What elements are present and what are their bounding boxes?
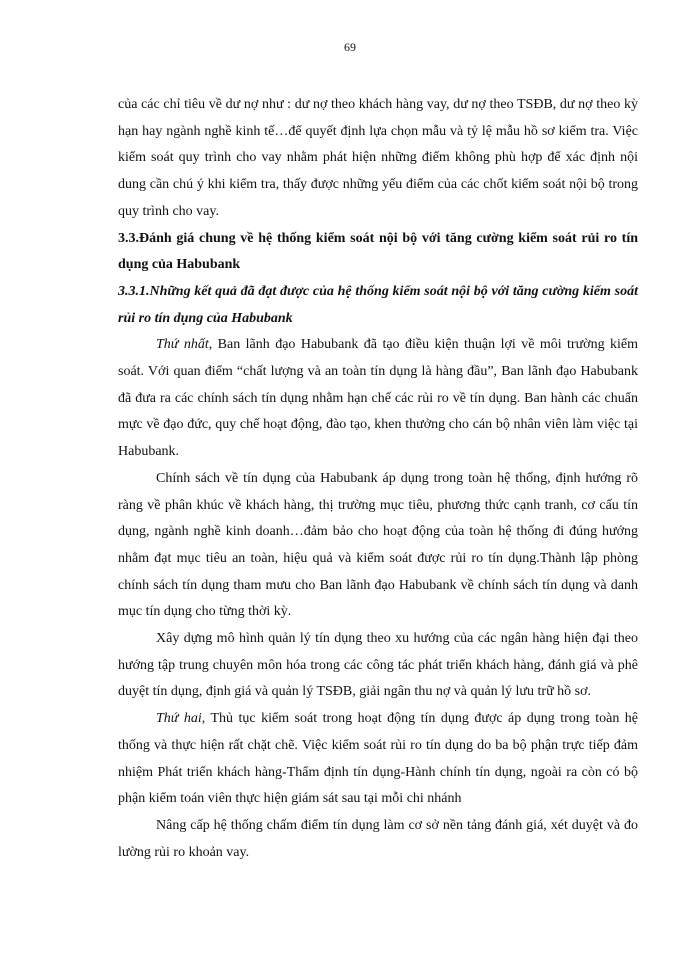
paragraph-text: Ban lãnh đạo Habubank đã tạo điều kiện thuận lợi về môi trường kiểm soát. Với quan điểm “chất lượng và an toàn tín dụng là hàng đầu”, Ban lãnh đạo Habubank đã đưa ra các chính sách tín dụng nhằm hạn chế các rủi ro về tín dụng. Ban hành các chuẩn mực về đạo đức, quy chế hoạt động, đào tạo, khen thưởng cho cán bộ nhân viên làm việc tại Habubank. (118, 337, 639, 460)
paragraph-credit-scoring: Nâng cấp hệ thống chấm điểm tín dụng làm cơ sở nền tảng đánh giá, xét duyệt và đo lường rủi ro khoản vay. (118, 817, 638, 860)
paragraph-text: Thủ tục kiểm soát trong hoạt động tín dụng được áp dụng trong toàn hệ thống và thực hiện rất chặt chẽ. Việc kiểm soát rủi ro tín dụng do ba bộ phận trực tiếp đảm nhiệm Phát triển khách hàng-Thẩm định tín dụng-Hành chính tín dụng, ngoài ra còn có bộ phận kiểm toán viên thực hiện giám sát sau tại mỗi chi nhánh (118, 711, 638, 807)
paragraph-lead: Thứ nhất, (156, 337, 213, 353)
paragraph-credit-model: Xây dựng mô hình quản lý tín dụng theo xu hướng của các ngân hàng hiện đại theo hướng tập trung chuyên môn hóa trong các công tác phát triển khách hàng, đánh giá và phê duyệt tín dụng, định giá và quản lý TSĐB, giải ngân thu nợ và quản lý lưu trữ hồ sơ. (118, 631, 638, 700)
paragraph-credit-policy: Chính sách về tín dụng của Habubank áp dụng trong toàn hệ thống, định hướng rõ ràng về phân khúc về khách hàng, thị trường mục tiêu, phương thức cạnh tranh, cơ cấu tín dụng, ngành nghề kinh doanh…đảm bảo cho hoạt động của toàn hệ thống đi đúng hướng nhằm đạt mục tiêu an toàn, hiệu quả và kiểm soát được rủi ro tín dụng.Thành lập phòng chính sách tín dụng tham mưu cho Ban lãnh đạo Habubank về chính sách tín dụng và danh mục tín dụng cho từng thời kỳ. (118, 470, 638, 620)
intro-paragraph: của các chỉ tiêu về dư nợ như : dư nợ theo khách hàng vay, dư nợ theo TSĐB, dư nợ theo kỳ hạn hay ngành nghề kinh tế…để quyết định lựa chọn mẫu và tỷ lệ mẫu hồ sơ kiểm tra. Việc kiểm soát quy trình cho vay nhằm phát hiện những điểm không phù hợp để xác định nội dung cần chú ý khi kiểm tra, thấy được những yếu điểm của các chốt kiểm soát nội bộ trong quy trình cho vay. (118, 97, 638, 219)
paragraph-lead: Thứ hai, (156, 711, 206, 727)
section-heading-3-3-1: 3.3.1.Những kết quả đã đạt được của hệ thống kiểm soát nội bộ với tăng cường kiểm soát rủi ro tín dụng của Habubank (118, 283, 638, 326)
page-number: 69 (344, 40, 356, 54)
section-heading-3-3: 3.3.Đánh giá chung về hệ thống kiểm soát nội bộ với tăng cường kiểm soát rủi ro tín dụng của Habubank (118, 230, 638, 273)
document-body (118, 92, 638, 866)
paragraph-first-point (118, 332, 638, 466)
paragraph-second-point (118, 706, 638, 813)
